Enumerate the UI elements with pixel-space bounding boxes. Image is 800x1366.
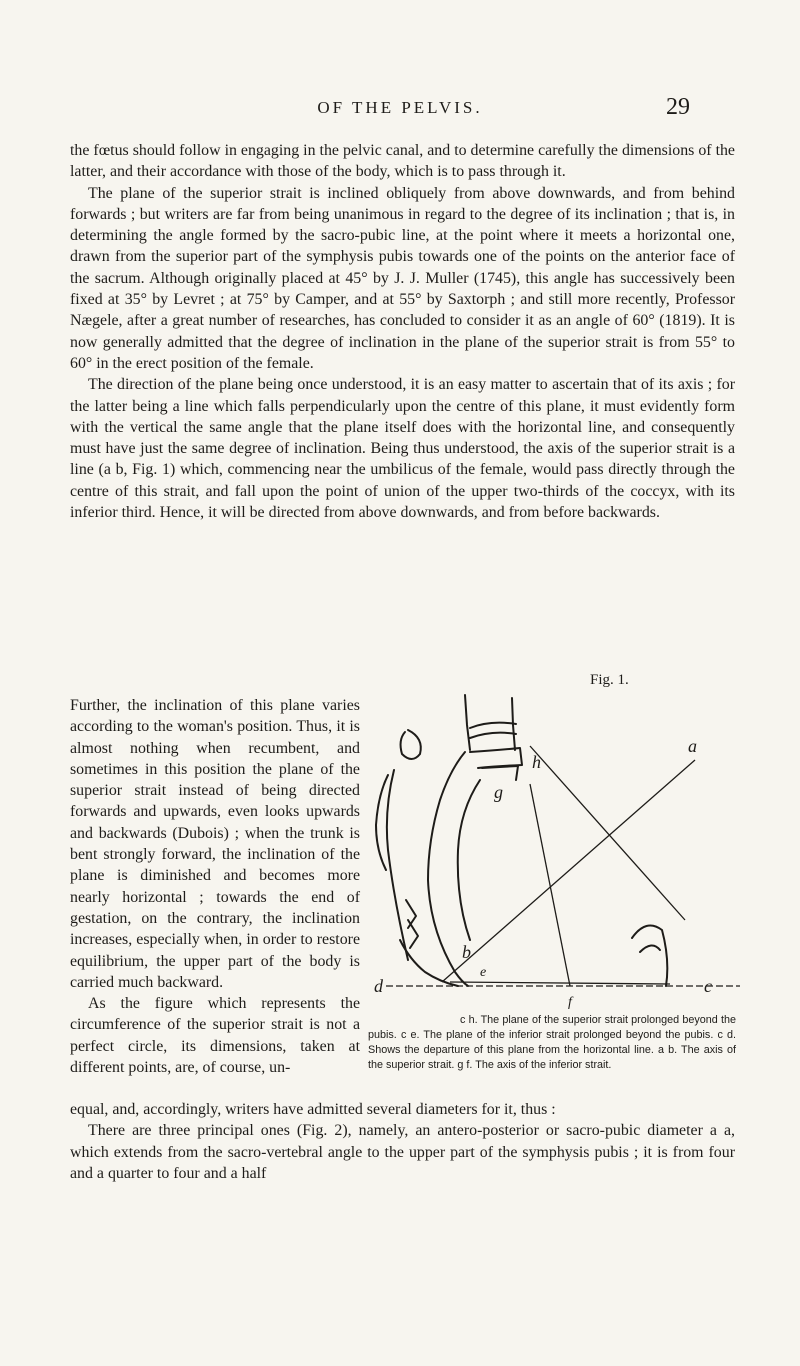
paragraph: The direction of the plane being once understood, it is an easy matter to ascertain that of its axis ; for the latter being a line which falls perpendicularly upon the centre of this plane, it must evidently form with the vertical the same angle that the plane itself does with the horizontal line, and consequently must have just the same degree of inclination. Being thus understood, the axis of the superior strait is a line (a b, Fig. 1) which, commencing near the umbilicus of the female, would pass directly through the centre of this strait, and fall upon the point of union of the upper two-thirds of the coccyx, with its inferior third. Hence, it will be directed from above downwards, and from before backwards. bbox=[70, 376, 735, 522]
label-e: e bbox=[480, 965, 487, 980]
pubis-bar bbox=[482, 766, 518, 780]
label-d: d bbox=[374, 976, 383, 996]
body-text bbox=[70, 140, 735, 523]
label-g: g bbox=[494, 782, 503, 802]
paragraph: The plane of the superior strait is inclined obliquely from above downwards, and from behind forwards ; but writers are far from being unanimous in regard to the degree of its inclination ; that is, in determining the angle formed by the sacro-pubic line, at the point where it meets a horizontal one, drawn from the superior part of the symphysis pubis towards one of the points on the anterior face of the sacrum. Although originally placed at 45° by J. J. Muller (1745), this angle has successively been fixed at 35° by Levret ; at 75° by Camper, and at 55° by Saxtorph ; and still more recently, Professor Nægele, after a great number of researches, has concluded to consider it as an angle of 60° (1819). It is now generally admitted that the degree of inclination in the plane of the superior strait is from 55° to 60° in the erect position of the female. bbox=[70, 184, 735, 372]
page-number: 29 bbox=[666, 94, 690, 120]
axis-a-b bbox=[442, 760, 695, 982]
paragraph: equal, and, accordingly, writers have admitted several diameters for it, thus : bbox=[70, 1101, 556, 1118]
plane-c-e bbox=[450, 982, 670, 984]
running-head bbox=[0, 94, 800, 126]
paragraph: the fœtus should follow in engaging in the pelvic canal, and to determine carefully the dimensions of the latter, and their accordance with those of the body, which is to pass through it. bbox=[70, 142, 735, 181]
caption-text: c h. The plane of the superior strait prolonged beyond the pubis. c e. The plane of the inferior strait prolonged beyond the pubis. c d. Shows the departure of this plane from the horizontal line. a b. The axis of the superior strait. g f. The axis of the inferior strait. bbox=[368, 1014, 736, 1071]
pubis-upper bbox=[470, 748, 522, 768]
sacrum-inner bbox=[458, 780, 480, 940]
vertebra-disc bbox=[470, 723, 516, 728]
ilium-edge bbox=[387, 770, 408, 960]
spine-left-outline bbox=[465, 695, 470, 750]
running-head-title: OF THE PELVIS. bbox=[317, 98, 483, 117]
label-c: c bbox=[704, 976, 712, 996]
label-f: f bbox=[568, 995, 572, 1010]
symphysis-outline bbox=[632, 926, 667, 987]
figure-caption bbox=[368, 1013, 736, 1073]
label-a: a bbox=[688, 736, 697, 756]
paragraph: Further, the inclination of this plane varies according to the woman's position. Thus, it is almost nothing when recumbent, and sometimes in this position the plane of the superior strait instead of being directed forwards and upwards, even looks upwards and backwards (Dubois) ; when the trunk is bent strongly forward, the inclination of the plane is diminished and becomes more nearly horizontal ; towards the end of gestation, on the contrary, the inclination increases, especially when, in order to restore equilibrium, the upper part of the body is carried much backward. bbox=[70, 697, 360, 991]
figure-label: Fig. 1. bbox=[590, 672, 629, 688]
symphysis-inner bbox=[640, 945, 660, 952]
coccyx-segment bbox=[406, 900, 416, 928]
paragraph: There are three principal ones (Fig. 2), namely, an antero-posterior or sacro-pubic diameter a a, which extends from the sacro-vertebral angle to the upper part of the symphysis pubis ; it is from four and a quarter to four and a half bbox=[70, 1122, 735, 1182]
plane-c-h bbox=[530, 746, 685, 920]
body-text-continued bbox=[70, 1099, 735, 1184]
ilium-curl bbox=[401, 730, 421, 759]
vertebra-disc bbox=[470, 733, 516, 738]
pelvis-diagram bbox=[370, 690, 740, 1010]
wrapped-text-column bbox=[70, 695, 360, 1078]
axis-g-f bbox=[530, 784, 570, 986]
paragraph: As the figure which represents the circumference of the superior strait is not a perfect circle, its dimensions, taken at different points, are, of course, un- bbox=[70, 995, 360, 1077]
label-b: b bbox=[462, 942, 471, 962]
label-h: h bbox=[532, 752, 541, 772]
